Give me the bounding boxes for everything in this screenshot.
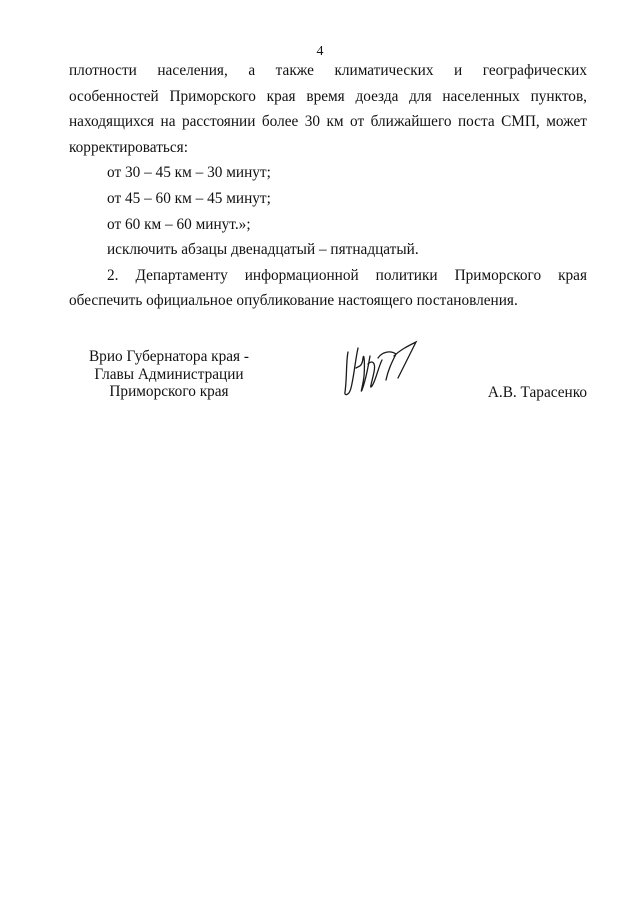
paragraph-1-line-4: корректироваться: [69, 138, 188, 156]
list-item-2: от 45 – 60 км – 45 минут; [107, 189, 271, 207]
page-number: 4 [316, 44, 324, 59]
list-item-1: от 30 – 45 км – 30 минут; [107, 164, 271, 182]
signer-title-line-3: Приморского края [109, 383, 229, 400]
document-body [69, 58, 587, 314]
paragraph-2-line-1: 2. Департаменту информационной политики Приморского края [107, 266, 587, 284]
paragraph-2-line-2: обеспечить официальное опубликование настоящего постановления. [69, 292, 518, 310]
signer-title-line-1: Врио Губернатора края - [88, 348, 250, 365]
paragraph-1-line-2: особенностей Приморского края время доезда для населенных пунктов, [69, 87, 587, 105]
signature-block [69, 348, 269, 401]
paragraph-exclude: исключить абзацы двенадцатый – пятнадцатый. [107, 241, 419, 259]
signer-name: А.В. Тарасенко [487, 384, 587, 401]
handwritten-signature [338, 338, 422, 402]
list-item-3: от 60 км – 60 минут.»; [107, 215, 251, 233]
signer-title-line-2: Главы Администрации [94, 365, 244, 383]
paragraph-1-line-3: находящихся на расстоянии более 30 км от ближайшего поста СМП, может [69, 113, 587, 131]
paragraph-1-line-1: плотности населения, а также климатических и географических [69, 62, 587, 79]
